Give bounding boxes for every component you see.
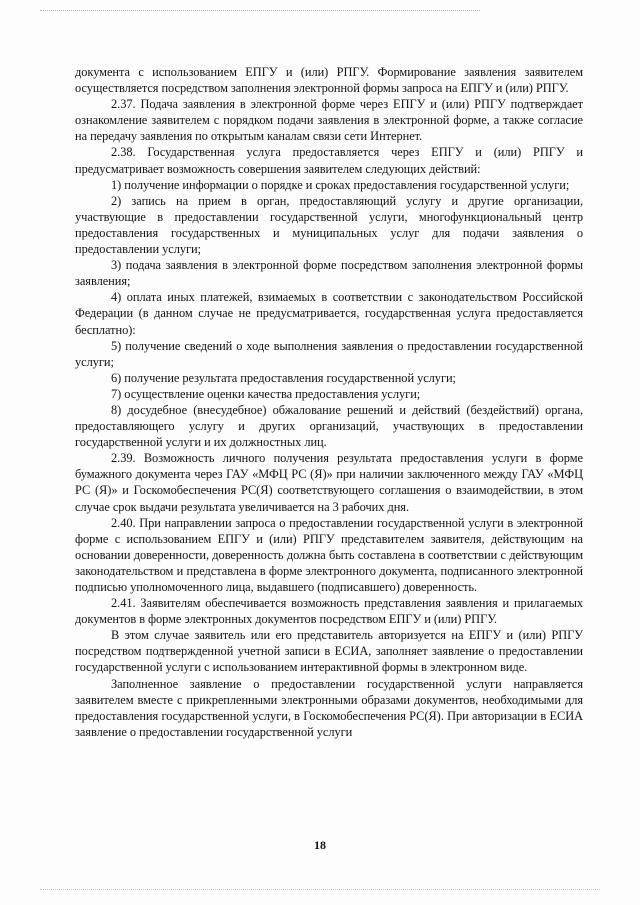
paragraph-2-40: 2.40. При направлении запроса о предоставлении государственной услуги в электронной форме с использованием ЕПГУ и (или) РПГУ представителем заявителя, действующим на основании доверенности, доверенность должна быть составлена в соответствии с действующим законодательством и представлена в форме электронного документа, подписанного электронной подписью уполномоченного лица, выдавшего (подписавшего) доверенность. bbox=[75, 515, 583, 594]
paragraph-2-41: 2.41. Заявителям обеспечивается возможность представления заявления и прилагаемых документов в форме электронных документов посредством ЕПГУ и (или) РПГУ. bbox=[75, 596, 583, 627]
paragraph-continuation: документа с использованием ЕПГУ и (или) РПГУ. Формирование заявления заявителем осуществляется посредством заполнения электронной формы запроса на ЕПГУ и (или) РПГУ. bbox=[75, 65, 583, 96]
list-item-1: 1) получение информации о порядке и сроках предоставления государственной услуги; bbox=[111, 177, 570, 192]
list-item-3: 3) подача заявления в электронной форме посредством заполнения электронной формы заявления; bbox=[75, 258, 583, 289]
paragraph-2-37: 2.37. Подача заявления в электронной форме через ЕПГУ и (или) РПГУ подтверждает ознакомление заявителем с порядком подачи заявления в электронной форме, а также согласие на передачу заявления по открытым каналам связи сети Интернет. bbox=[75, 97, 583, 144]
document-body bbox=[75, 64, 583, 740]
page-number: 18 bbox=[314, 838, 326, 852]
list-item-5: 5) получение сведений о ходе выполнения заявления о предоставлении государственной услуги; bbox=[75, 338, 583, 369]
paragraph-2-39: 2.39. Возможность личного получения результата предоставления услуги в форме бумажного документа через ГАУ «МФЦ РС (Я)» при наличии заключенного между ГАУ «МФЦ РС (Я)» и Госкомобеспечения РС(Я) соответствующего соглашения о взаимодействии, в этом случае срок выдачи результата увеличивается на 3 рабочих дня. bbox=[75, 451, 583, 514]
paragraph-authorization: В этом случае заявитель или его представитель авторизуется на ЕПГУ и (или) РПГУ посредством подтвержденной учетной записи в ЕСИА, заполняет заявление о предоставлении государственной услуги с использованием интерактивной формы в электронном виде. bbox=[75, 628, 583, 675]
list-item-2: 2) запись на прием в орган, предоставляющий услугу и другие организации, участвующие в предоставлении государственной услуги, многофункциональный центр предоставления государственных и муниципальных услуг для подачи заявления о предоставлении услуги; bbox=[75, 193, 583, 257]
list-item-4: 4) оплата иных платежей, взимаемых в соответствии с законодательством Российской Федерации (в данном случае не предусматривается, государственная услуга предоставляется бесплатно): bbox=[75, 290, 583, 337]
list-item-8: 8) досудебное (внесудебное) обжалование решений и действий (бездействий) органа, предоставляющего услугу и других организаций, участвующих в предоставлении государственной услуги и их должностных лиц. bbox=[75, 402, 583, 450]
scan-artifact-bottom bbox=[40, 889, 600, 891]
paragraph-2-38: 2.38. Государственная услуга предоставляется через ЕПГУ и (или) РПГУ и предусматривает возможность совершения заявителем следующих действий: bbox=[75, 145, 583, 176]
list-item-6: 6) получение результата предоставления государственной услуги; bbox=[111, 370, 456, 385]
list-item-7: 7) осуществление оценки качества предоставления услуги; bbox=[111, 386, 421, 401]
paragraph-submission: Заполненное заявление о предоставлении государственной услуги направляется заявителем вместе с прикрепленными электронными образами документов, необходимыми для предоставления государственной услуги, в Госкомобеспечения РС(Я). При авторизации в ЕСИА заявление о предоставлении государственной услуги bbox=[75, 676, 583, 739]
scan-artifact-top bbox=[40, 10, 480, 12]
